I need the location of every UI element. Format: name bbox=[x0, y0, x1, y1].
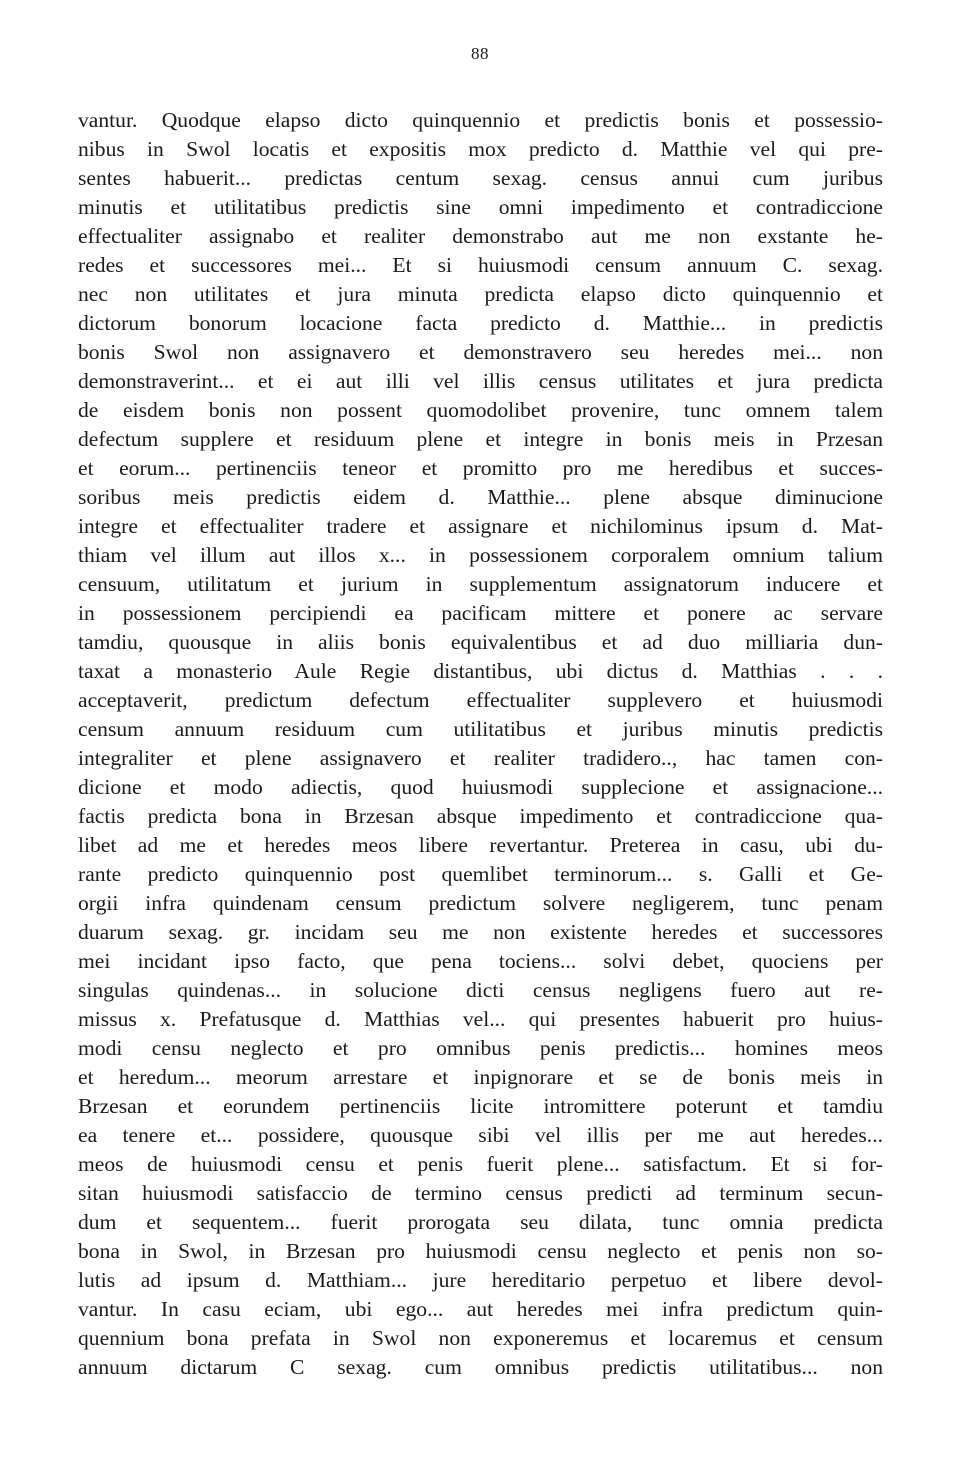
text-line: et eorum... pertinenciis teneor et promitto pro me heredibus et succes- bbox=[78, 456, 883, 480]
text-line: tamdiu, quousque in aliis bonis equivalentibus et ad duo milliaria dun- bbox=[78, 630, 883, 654]
text-line: vantur. In casu eciam, ubi ego... aut heredes mei infra predictum quin- bbox=[78, 1297, 883, 1321]
text-line: integre et effectualiter tradere et assignare et nichilominus ipsum d. Mat- bbox=[78, 514, 883, 538]
body-text bbox=[78, 106, 883, 1382]
text-line: orgii infra quindenam censum predictum solvere negligerem, tunc penam bbox=[78, 891, 883, 915]
text-line: effectualiter assignabo et realiter demonstrabo aut me non exstante he- bbox=[78, 224, 883, 248]
text-line: sitan huiusmodi satisfaccio de termino census predicti ad terminum secun- bbox=[78, 1181, 883, 1205]
text-line: modi censu neglecto et pro omnibus penis predictis... homines meos bbox=[78, 1036, 883, 1060]
text-line: censuum, utilitatum et jurium in supplementum assignatorum inducere et bbox=[78, 572, 883, 596]
text-line: mei incidant ipso facto, que pena tociens... solvi debet, quociens per bbox=[78, 949, 883, 973]
text-line: integraliter et plene assignavero et realiter tradidero.., hac tamen con- bbox=[78, 746, 883, 770]
text-line: et heredum... meorum arrestare et inpignorare et se de bonis meis in bbox=[78, 1065, 883, 1089]
text-line: nec non utilitates et jura minuta predicta elapso dicto quinquennio et bbox=[78, 282, 883, 306]
text-line: annuum dictarum C sexag. cum omnibus predictis utilitatibus... non bbox=[78, 1355, 883, 1379]
text-line: dicione et modo adiectis, quod huiusmodi supplecione et assignacione... bbox=[78, 775, 883, 799]
text-line: bonis Swol non assignavero et demonstravero seu heredes mei... non bbox=[78, 340, 883, 364]
text-line: minutis et utilitatibus predictis sine omni impedimento et contradiccione bbox=[78, 195, 883, 219]
text-line: ea tenere et... possidere, quousque sibi vel illis per me aut heredes... bbox=[78, 1123, 883, 1147]
text-line: singulas quindenas... in solucione dicti census negligens fuero aut re- bbox=[78, 978, 883, 1002]
text-line: missus x. Prefatusque d. Matthias vel... qui presentes habuerit pro huius- bbox=[78, 1007, 883, 1031]
text-line: nibus in Swol locatis et expositis mox predicto d. Matthie vel qui pre- bbox=[78, 137, 883, 161]
text-line: soribus meis predictis eidem d. Matthie... plene absque diminucione bbox=[78, 485, 883, 509]
text-line: acceptaverit, predictum defectum effectualiter supplevero et huiusmodi bbox=[78, 688, 883, 712]
text-line: dum et sequentem... fuerit prorogata seu dilata, tunc omnia predicta bbox=[78, 1210, 883, 1234]
text-line: quennium bona prefata in Swol non exponeremus et locaremus et censum bbox=[78, 1326, 883, 1350]
text-line: demonstraverint... et ei aut illi vel illis census utilitates et jura predicta bbox=[78, 369, 883, 393]
text-line: Brzesan et eorundem pertinenciis licite intromittere poterunt et tamdiu bbox=[78, 1094, 883, 1118]
text-line: libet ad me et heredes meos libere revertantur. Preterea in casu, ubi du- bbox=[78, 833, 883, 857]
text-line: thiam vel illum aut illos x... in possessionem corporalem omnium talium bbox=[78, 543, 883, 567]
text-line: meos de huiusmodi censu et penis fuerit plene... satisfactum. Et si for- bbox=[78, 1152, 883, 1176]
text-line: factis predicta bona in Brzesan absque impedimento et contradiccione qua- bbox=[78, 804, 883, 828]
text-line: lutis ad ipsum d. Matthiam... jure hereditario perpetuo et libere devol- bbox=[78, 1268, 883, 1292]
page-number: 88 bbox=[471, 44, 489, 63]
text-line: vantur. Quodque elapso dicto quinquennio et predictis bonis et possessio- bbox=[78, 108, 883, 132]
text-line: rante predicto quinquennio post quemlibet terminorum... s. Galli et Ge- bbox=[78, 862, 883, 886]
text-line: redes et successores mei... Et si huiusmodi censum annuum C. sexag. bbox=[78, 253, 883, 277]
text-line: de eisdem bonis non possent quomodolibet provenire, tunc omnem talem bbox=[78, 398, 883, 422]
text-line: bona in Swol, in Brzesan pro huiusmodi censu neglecto et penis non so- bbox=[78, 1239, 883, 1263]
text-line: defectum supplere et residuum plene et integre in bonis meis in Przesan bbox=[78, 427, 883, 451]
text-line: sentes habuerit... predictas centum sexag. census annui cum juribus bbox=[78, 166, 883, 190]
text-line: taxat a monasterio Aule Regie distantibus, ubi dictus d. Matthias . . . bbox=[78, 659, 883, 683]
text-line: censum annuum residuum cum utilitatibus et juribus minutis predictis bbox=[78, 717, 883, 741]
text-line: dictorum bonorum locacione facta predicto d. Matthie... in predictis bbox=[78, 311, 883, 335]
text-line: duarum sexag. gr. incidam seu me non existente heredes et successores bbox=[78, 920, 883, 944]
text-line: in possessionem percipiendi ea pacificam mittere et ponere ac servare bbox=[78, 601, 883, 625]
